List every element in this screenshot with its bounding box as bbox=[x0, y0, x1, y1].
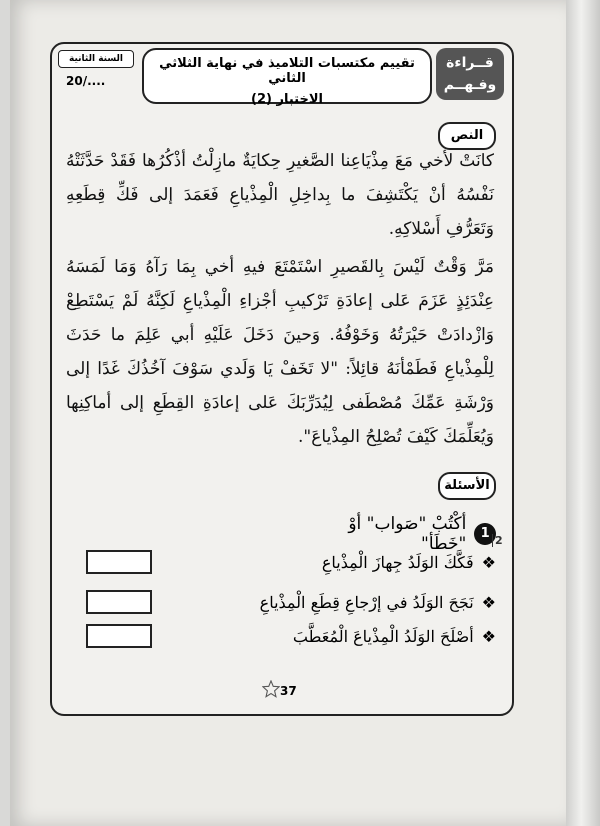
bullet-diamond-icon: ❖ bbox=[481, 626, 496, 646]
year-badge: السنة الثانية bbox=[58, 50, 134, 68]
page-number: 37 bbox=[280, 684, 297, 698]
questions-section-label: الأسئلة bbox=[438, 472, 496, 500]
paragraph-2: مَرَّ وَقْتٌ لَيْسَ بِالقَصيرِ اسْتَمْتَعَ فيهِ أخي بِمَا رَآهُ وَمَا لَمَسَهُ عِنْدَئِذٍ عَزَمَ عَلى إعادَةِ تَرْكيبِ أجْزاءِ الْمِذْياعِ لَكِنَّهُ لَمْ يَسْتَطِعْ وَازْدادَتْ حَيْرَتُهُ وَخَوْفُهُ. وَحينَ دَخَلَ عَلَيْهِ أبي عَلِمَ ما حَدَثَ لِلْمِذْياعِ فَطَمْأنَهُ قائِلاً: "لا تَخَفْ يَا وَلَدي سَوْفَ آخُذُكَ غَدًا إلى وَرْشَةِ عَمِّكَ مُصْطَفى لِيُدَرِّبَكَ عَلى إعادَةِ القِطَعِ إلى أماكِنِها وَيُعَلِّمَكَ كَيْفَ تُصْلِحُ المِذْياعَ". bbox=[66, 257, 494, 447]
margin-score: 2 bbox=[492, 534, 503, 547]
question-item bbox=[86, 548, 496, 576]
item-text: فَكَّكَ الوَلَدُ جِهازَ الْمِذْياعِ bbox=[321, 552, 474, 572]
bullet-diamond-icon: ❖ bbox=[481, 552, 496, 572]
question-number: 1 bbox=[474, 523, 496, 545]
book-spine bbox=[566, 0, 600, 826]
answer-box[interactable] bbox=[86, 624, 152, 648]
answer-box[interactable] bbox=[86, 590, 152, 614]
text-section-label: النص bbox=[438, 122, 496, 150]
bullet-diamond-icon: ❖ bbox=[481, 592, 496, 612]
question-item bbox=[86, 622, 496, 650]
paragraph-1: كانَتْ لأخي مَعَ مِذْيَاعِنا الصَّغيرِ حِكايَةٌ مازِلْتُ أذْكُرُها فَقَدْ حَدَّثَتْهُ نَفْسُهُ أنْ يَكْتَشِفَ ما بِداخِلِ الْمِذْياعِ فَعَمَدَ إلى فَكِّ قِطَعِهِ وَتَعَرُّفِ أَسْلاكِهِ. bbox=[66, 151, 494, 239]
exam-subtitle: الاختبار (2) bbox=[251, 92, 323, 107]
star-icon bbox=[262, 680, 280, 698]
question-item bbox=[86, 588, 496, 616]
item-text: أصْلَحَ الوَلَدُ الْمِذْياعَ الْمُعَطَّبَ bbox=[292, 626, 474, 646]
header-left bbox=[58, 50, 134, 90]
header-title-box bbox=[142, 48, 432, 107]
score-field: 20/.... bbox=[66, 74, 106, 88]
subject-line-1: قــراءة bbox=[446, 55, 494, 71]
subject-line-2: وفـهــم bbox=[443, 77, 497, 93]
exam-title: تقييم مكتسبات التلاميذ في نهاية الثلاثي الثاني bbox=[159, 56, 415, 86]
subject-badge bbox=[436, 48, 504, 100]
answer-box[interactable] bbox=[86, 550, 152, 574]
item-text: نَجَحَ الوَلَدُ في إرْجاعِ قِطَعِ الْمِذْياعِ bbox=[259, 592, 474, 612]
question-instruction: أكْتُبْ "صَواب" أوْ "خَطَأ" bbox=[348, 514, 467, 554]
